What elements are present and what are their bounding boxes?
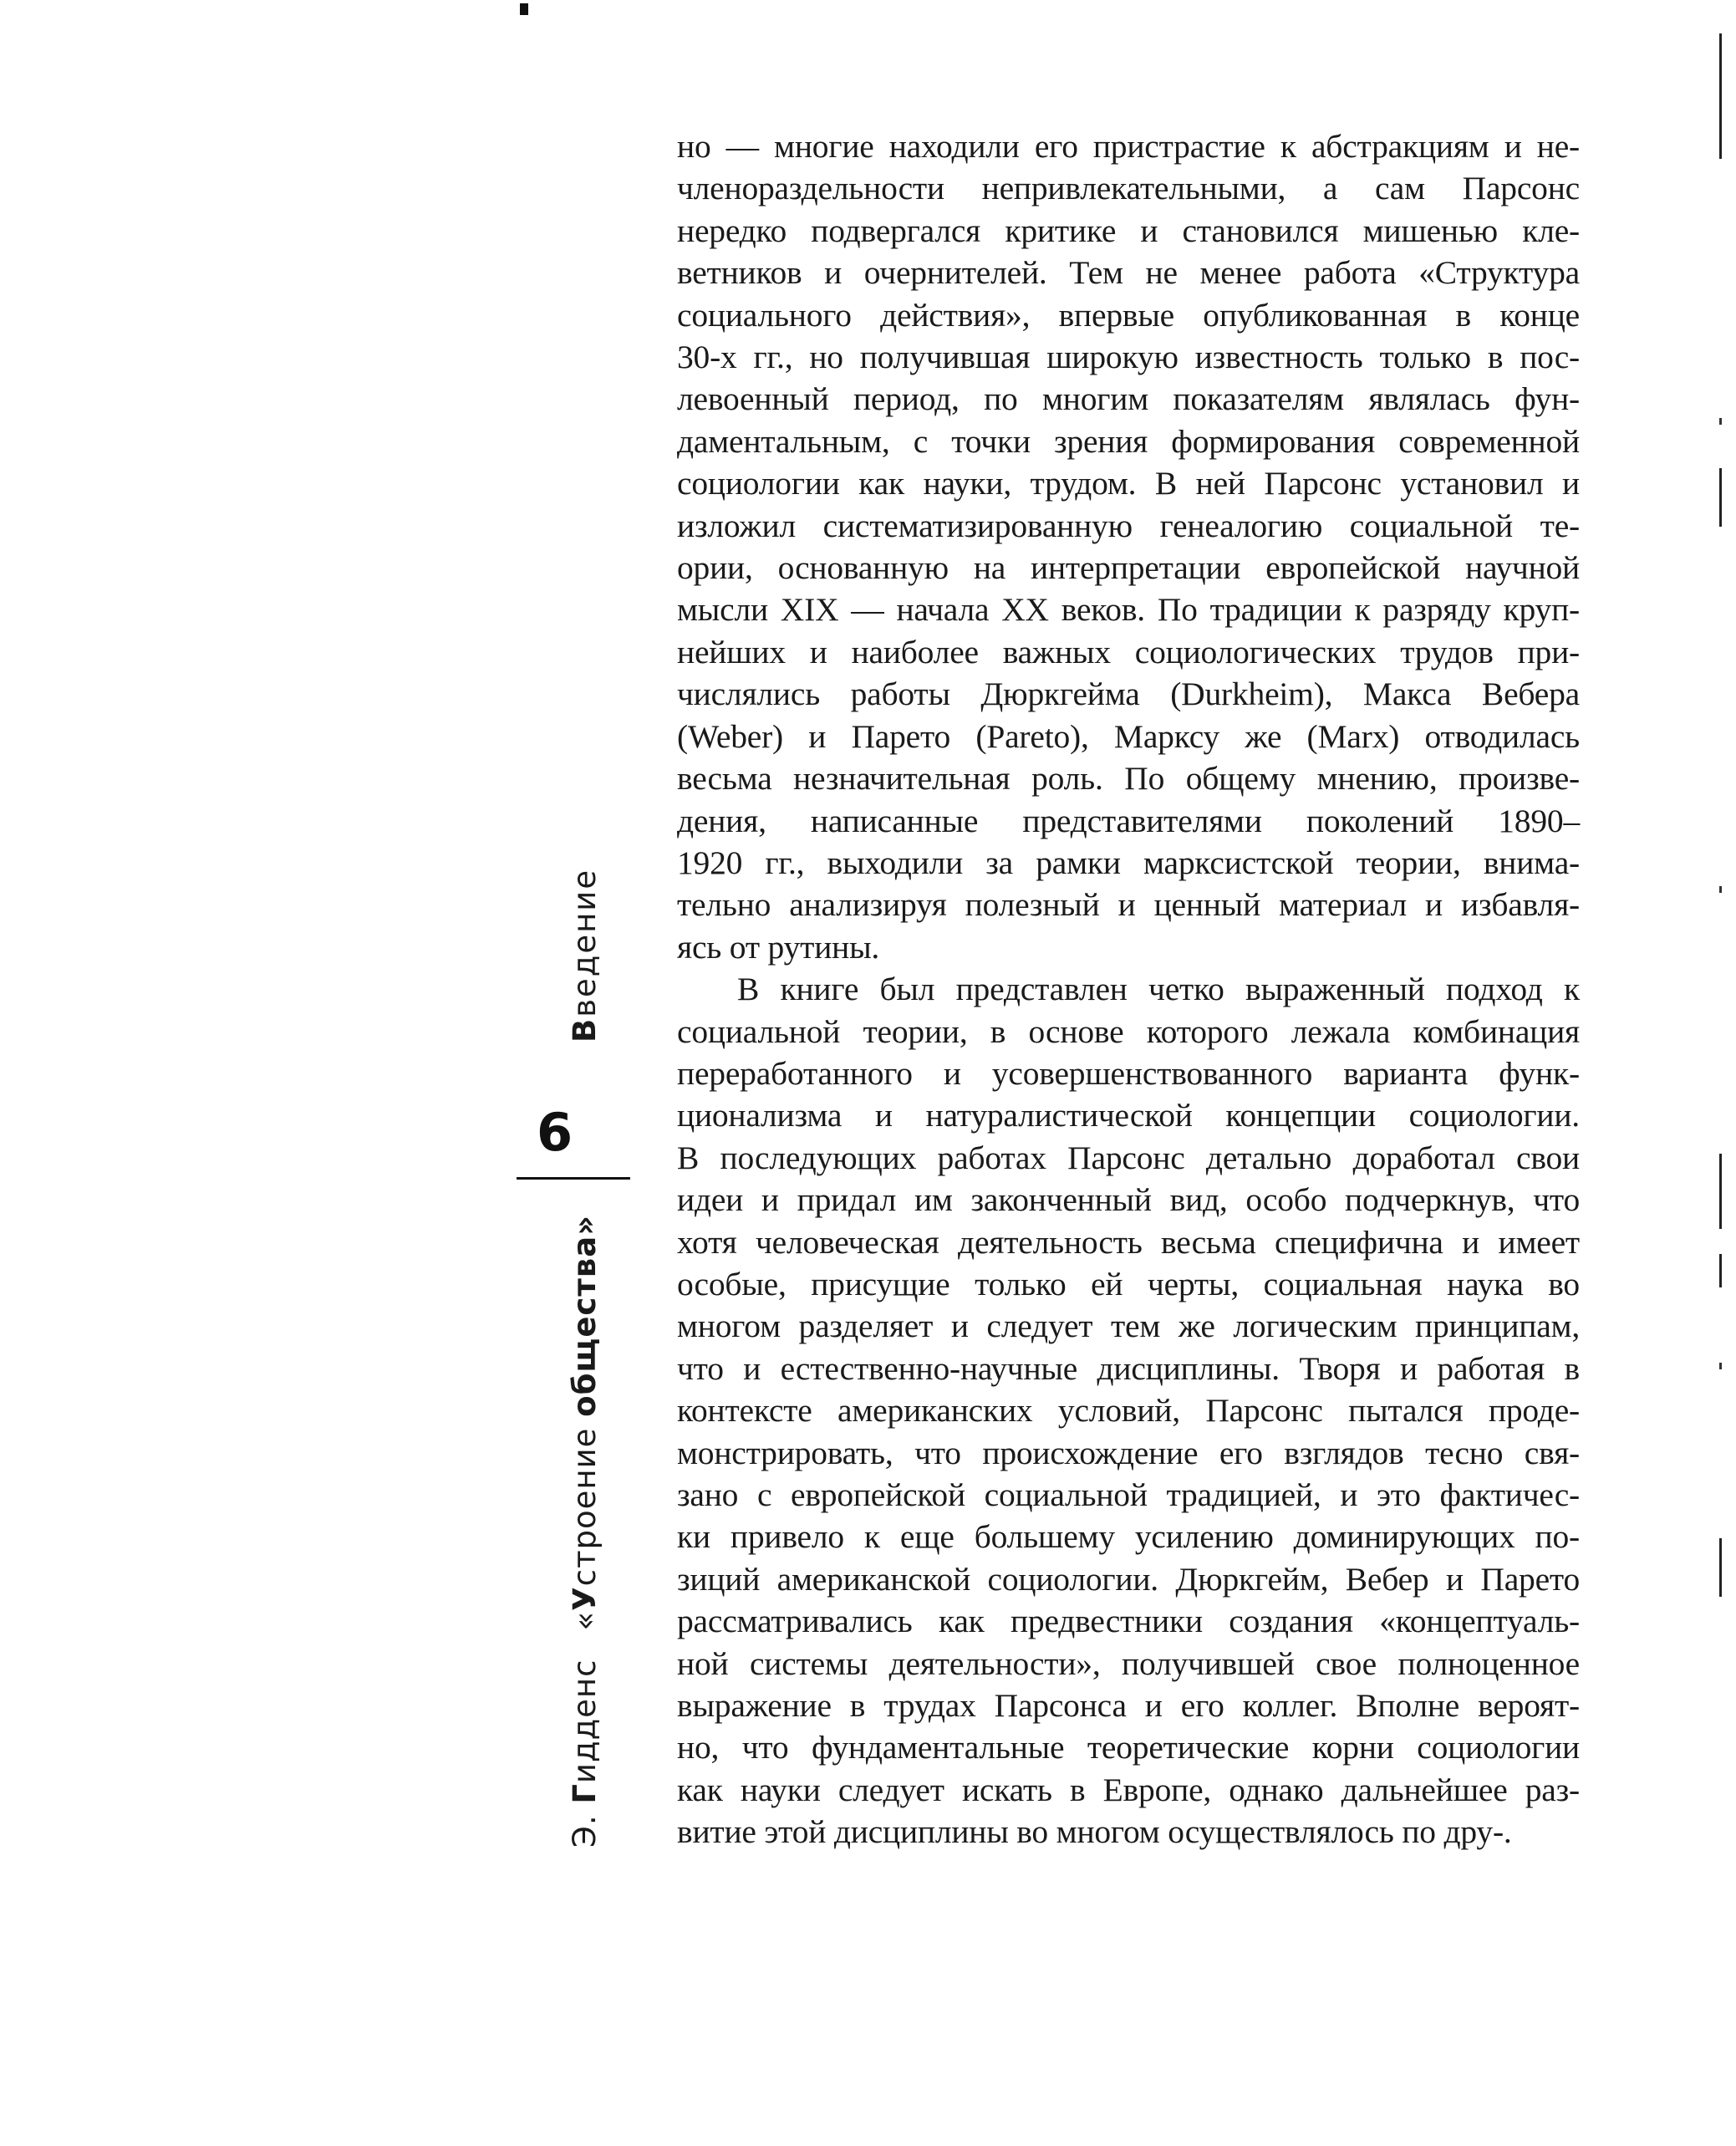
paragraph-2: [677, 968, 1580, 1853]
text-line: изложил систематизированную генеалогию социальной те-: [677, 507, 1580, 544]
title-rest: строение: [567, 1416, 603, 1587]
paragraph-1: [677, 125, 1580, 968]
scan-edge-dot: [1719, 1363, 1722, 1369]
text-line: но — многие находили его пристрастие к абстракциям и не-: [677, 128, 1580, 165]
text-line: 1920 гг., выходили за рамки марксистской теории, внима-: [677, 844, 1580, 881]
text-line: монстрировать, что происхождение его взглядов тесно свя-: [677, 1434, 1580, 1471]
text-line: социальной теории, в основе которого лежала комбинация: [677, 1012, 1580, 1050]
text-line: ясь от рутины.: [677, 928, 880, 966]
scan-edge-line: [1719, 1254, 1722, 1287]
text-line: идеи и придал им законченный вид, особо подчеркнув, что: [677, 1181, 1580, 1219]
scan-edge-line: [1719, 33, 1722, 159]
text-line: даментальным, с точки зрения формирования современной: [677, 422, 1580, 460]
text-line: ории, основанную на интерпретации европейской научной: [677, 549, 1580, 587]
scan-edge-dot: [1719, 886, 1722, 893]
text-line: как науки следует искать в Европе, однако дальнейшее раз-: [677, 1771, 1580, 1808]
text-line: что и естественно-научные дисциплины. Творя и работая в: [677, 1349, 1580, 1387]
scan-edge-line: [1719, 468, 1722, 527]
section-name-rest: ведение: [567, 868, 603, 1017]
running-head: [567, 1215, 603, 1848]
text-line: но, что фундаментальные теоретические корни социологии: [677, 1729, 1580, 1766]
text-line: ной системы деятельности», получившей свое полноценное: [677, 1644, 1580, 1682]
text-line: зано с европейской социальной традицией, и это фактичес-: [677, 1476, 1580, 1513]
title-first-letter: У: [567, 1586, 603, 1611]
section-head: [567, 869, 603, 1042]
text-line: (Weber) и Парето (Pareto), Марксу же (Marx) отводилась: [677, 717, 1580, 755]
text-line: ки привело к еще большему усилению доминирующих по-: [677, 1518, 1580, 1556]
page-number: 6: [537, 1102, 573, 1163]
author-first-letter: Г: [567, 1783, 603, 1804]
body-text: [677, 125, 1580, 1853]
text-line: социального действия», впервые опубликованная в конце: [677, 296, 1580, 334]
text-line: ционализма и натуралистической концепции социологии.: [677, 1097, 1580, 1134]
text-line: переработанного и усовершенствованного варианта функ-: [677, 1054, 1580, 1092]
text-line: весьма незначительная роль. По общему мнению, произве-: [677, 760, 1580, 798]
text-line: витие этой дисциплины во многом осуществлялось по дру-.: [677, 1813, 1512, 1851]
text-line: нейших и наиболее важных социологических трудов при-: [677, 633, 1580, 670]
text-line: рассматривались как предвестники создания «концептуаль-: [677, 1603, 1580, 1640]
title-open-quote: «: [567, 1610, 603, 1631]
text-line: социологии как науки, трудом. В ней Парсонс установил и: [677, 465, 1580, 502]
text-line: выражение в трудах Парсонса и его коллег. Вполне вероят-: [677, 1687, 1580, 1725]
scan-edge-line: [1719, 1154, 1722, 1229]
title-close-quote: »: [567, 1214, 603, 1236]
title-bold-word: общества: [567, 1235, 603, 1417]
text-line: мысли XIX — начала XX веков. По традиции к разряду круп-: [677, 591, 1580, 629]
text-line: числялись работы Дюркгейма (Durkheim), Макса Вебера: [677, 675, 1580, 713]
text-line: хотя человеческая деятельность весьма специфична и имеет: [677, 1223, 1580, 1261]
text-line: контексте американских условий, Парсонс пытался проде-: [677, 1392, 1580, 1430]
text-line: В последующих работах Парсонс детально доработал свои: [677, 1139, 1580, 1176]
text-line: зиций американской социологии. Дюркгейм, Вебер и Парето: [677, 1560, 1580, 1598]
text-line: 30-х гг., но получившая широкую известность только в пос-: [677, 339, 1580, 376]
scan-edge-dot: [1719, 418, 1722, 425]
section-first-letter: В: [567, 1017, 603, 1042]
page-number-rule: [517, 1177, 630, 1180]
text-line: левоенный период, по многим показателям являлась фун-: [677, 380, 1580, 418]
scan-artifact: [520, 3, 528, 15]
text-line: нередко подвергался критике и становился мишенью кле-: [677, 212, 1580, 249]
text-line: ветников и очернителей. Тем не менее работа «Структура: [677, 254, 1580, 292]
text-line: многом разделяет и следует тем же логическим принципам,: [677, 1307, 1580, 1345]
scan-edge-line: [1719, 1538, 1722, 1597]
author-name-rest: идденс: [567, 1659, 603, 1784]
text-line: членораздельности непривлекательными, а сам Парсонс: [677, 170, 1580, 207]
text-line: особые, присущие только ей черты, социальная наука во: [677, 1265, 1580, 1302]
text-line: тельно анализируя полезный и ценный материал и избавля-: [677, 886, 1580, 924]
text-line: В книге был представлен четко выраженный подход к: [737, 971, 1580, 1008]
text-line: дения, написанные представителями поколений 1890–: [677, 802, 1580, 839]
author-initial: Э.: [567, 1803, 603, 1848]
